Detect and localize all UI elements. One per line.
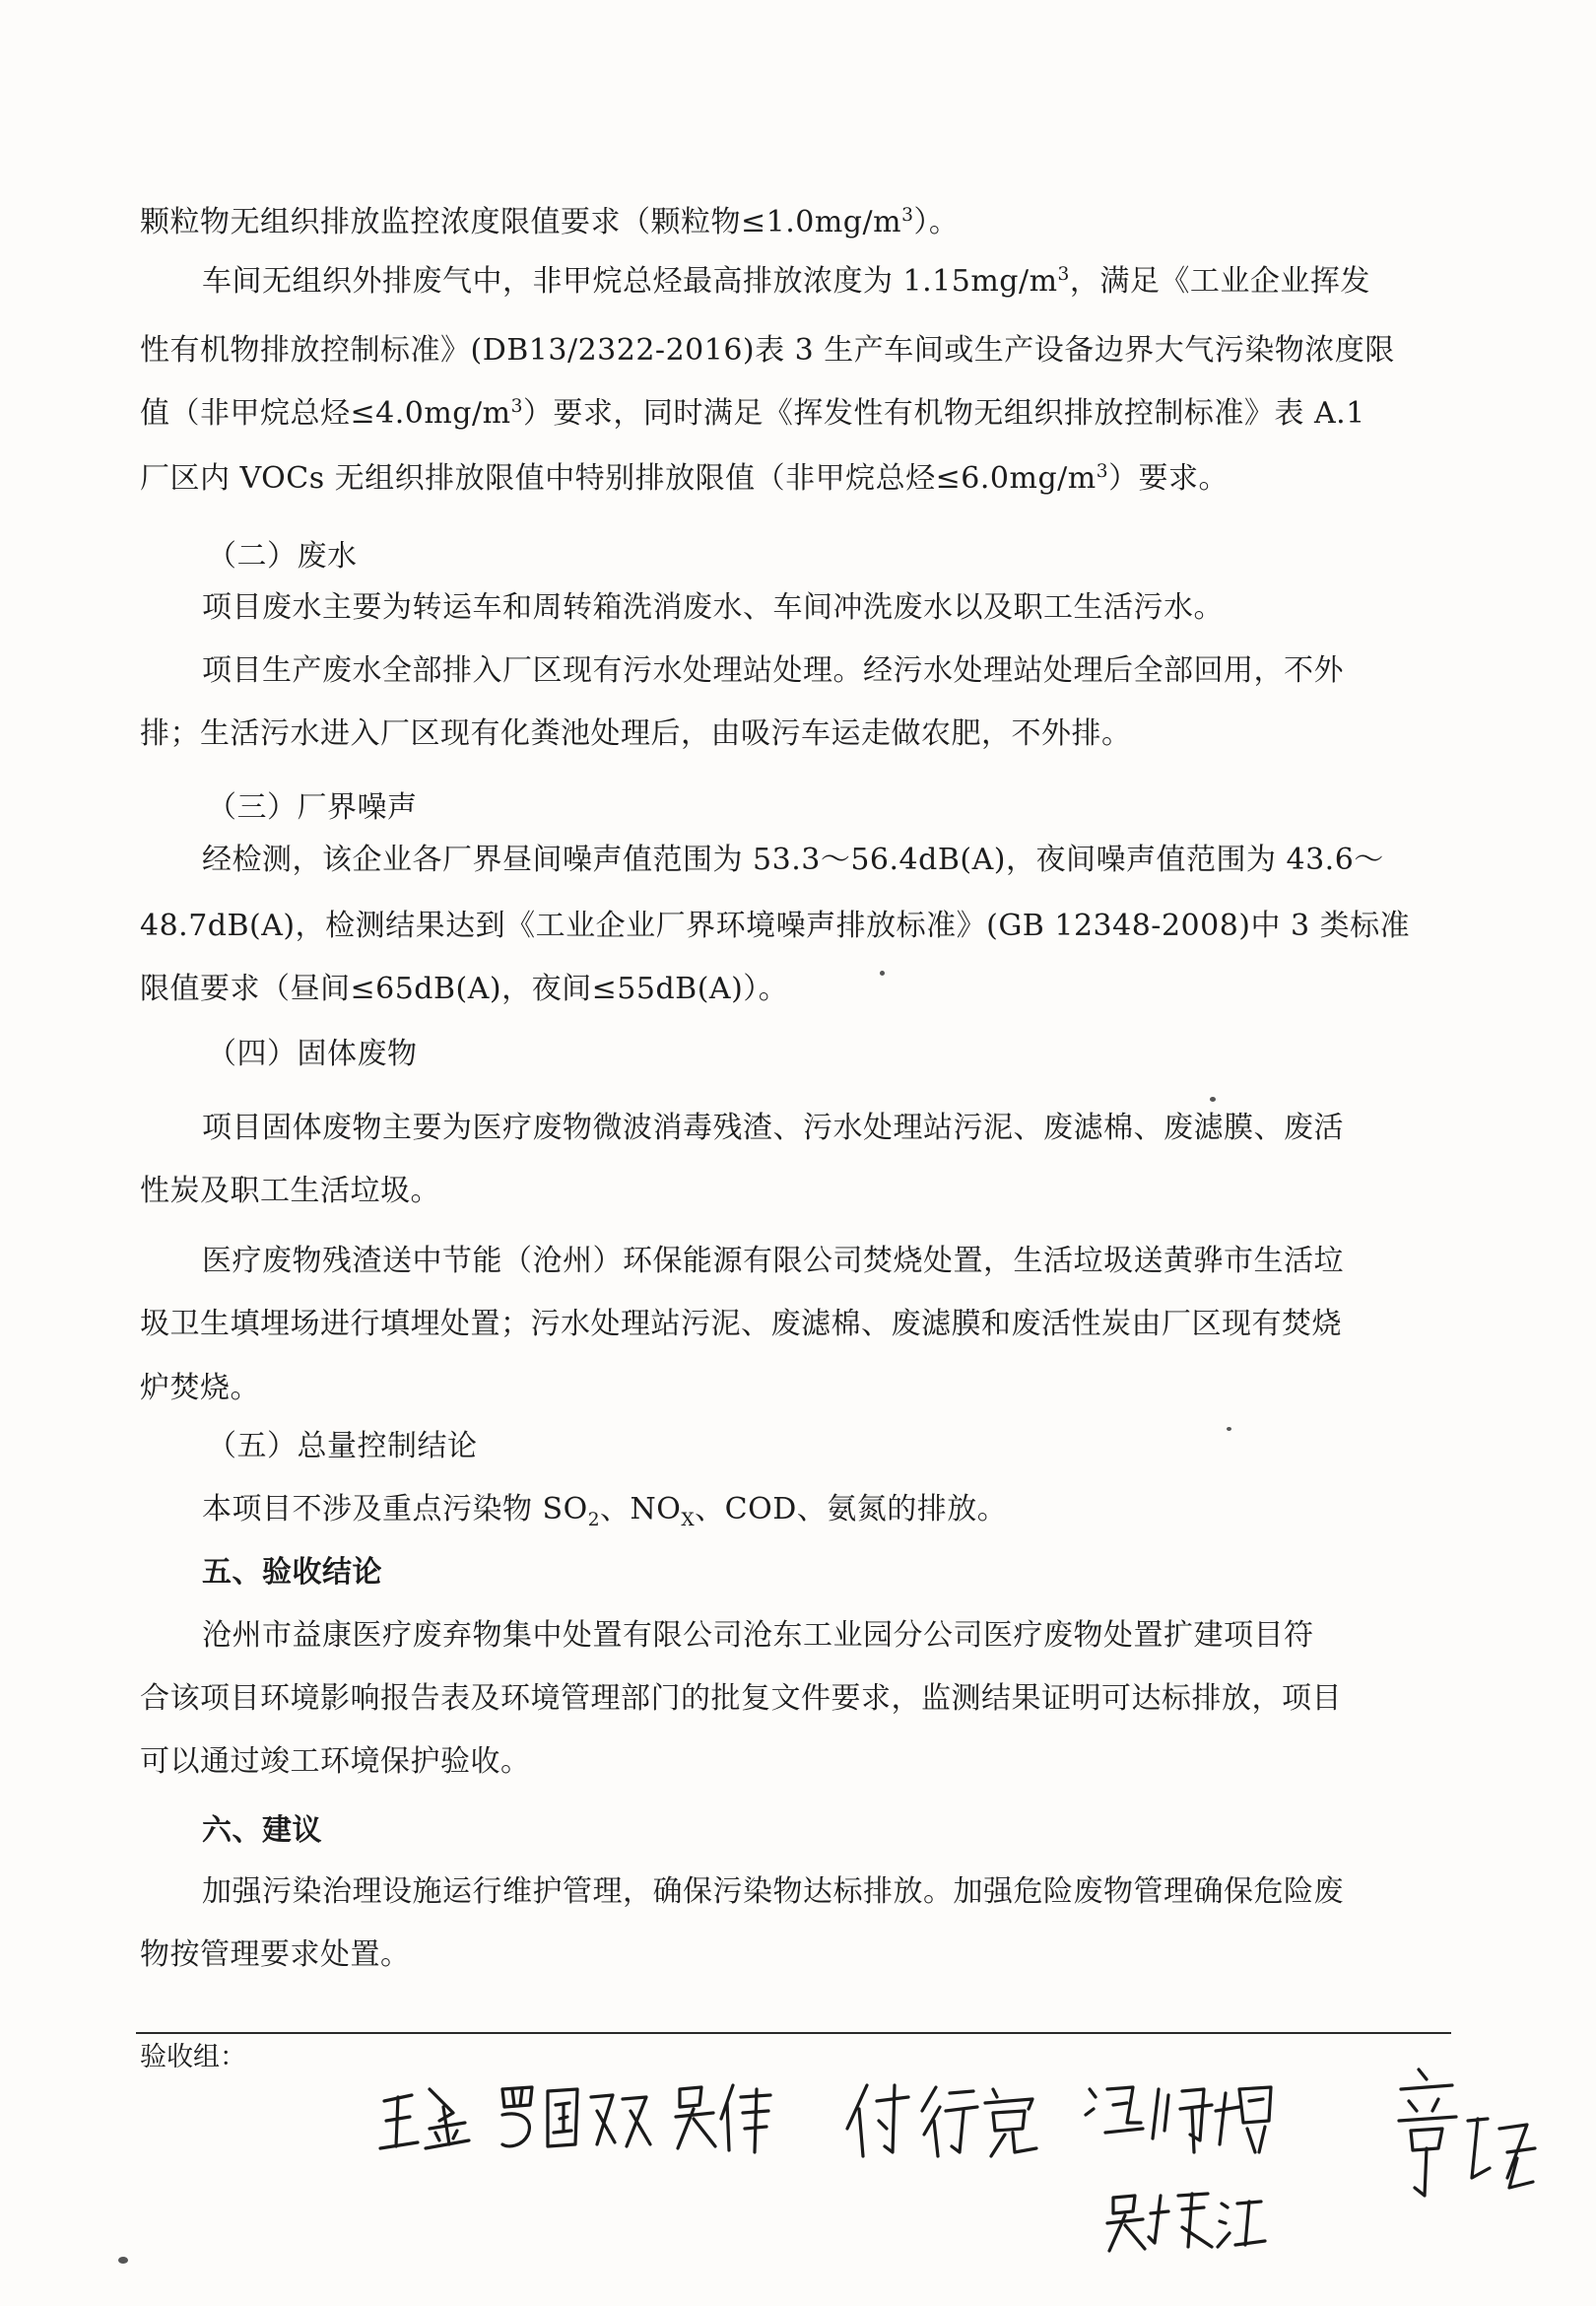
body-line-solid-waste-5 (140, 1369, 1450, 1408)
text-run: ）。 (913, 205, 960, 239)
body-line-solid-waste-4 (140, 1305, 1450, 1344)
text-run: 性炭及职工生活垃圾。 (140, 1174, 440, 1208)
text-run: 项目固体废物主要为医疗废物微波消毒残渣、污水处理站污泥、废滤棉、废滤膜、废活 (202, 1111, 1344, 1145)
text-run: 48.7dB(A)，检测结果达到《工业企业厂界环境噪声排放标准》(GB 12348-2008)中 3 类标准 (140, 909, 1411, 943)
signature-5 (1086, 2087, 1271, 2152)
text-run: 2 (587, 1510, 601, 1530)
text-run: 经检测，该企业各厂界昼间噪声值范围为 53.3～56.4dB(A)，夜间噪声值范围为 43.6～ (202, 843, 1384, 877)
section-heading-suggestions (202, 1811, 1512, 1851)
body-line-conclusion-3 (140, 1742, 1450, 1782)
signature-3 (676, 2085, 770, 2152)
signature-6 (1107, 2194, 1265, 2251)
body-line-vocs-1 (202, 262, 1512, 302)
text-run: 本项目不涉及重点污染物 SO (202, 1492, 588, 1526)
body-line-noise-2 (140, 907, 1450, 946)
text-run: 3 (1057, 264, 1070, 285)
body-line-suggestions-2 (140, 1935, 1450, 1975)
text-run: （四）固体废物 (207, 1037, 418, 1071)
text-run: 合该项目环境影响报告表及环境管理部门的批复文件要求，监测结果证明可达标排放，项目 (140, 1681, 1342, 1716)
body-line-solid-waste-1 (202, 1109, 1512, 1148)
section-heading-noise (207, 788, 1517, 828)
text-run: （三）厂界噪声 (207, 790, 418, 825)
text-run: 3 (510, 396, 523, 417)
text-run: 3 (901, 205, 914, 226)
scan-speck (118, 2257, 128, 2264)
body-line-suggestions-1 (202, 1872, 1512, 1912)
body-line-total-control (202, 1490, 1512, 1529)
scan-speck (880, 971, 885, 976)
text-run: 值（非甲烷总烃≤4.0mg/m (140, 396, 511, 431)
text-run: 沧州市益康医疗废弃物集中处置有限公司沧东工业园分公司医疗废物处置扩建项目符 (202, 1618, 1314, 1653)
body-line-vocs-3 (140, 394, 1450, 434)
body-line-conclusion-1 (202, 1616, 1512, 1656)
text-run: 厂区内 VOCs 无组织排放限值中特别排放限值（非甲烷总烃≤6.0mg/m (140, 461, 1097, 496)
section-heading-conclusion (202, 1553, 1512, 1593)
body-line-vocs-4 (140, 459, 1450, 499)
body-line-noise-3 (140, 970, 1450, 1009)
text-run: 颗粒物无组织排放监控浓度限值要求（颗粒物≤1.0mg/m (140, 205, 902, 239)
text-run: 排；生活污水进入厂区现有化粪池处理后，由吸污车运走做农肥，不外排。 (140, 716, 1132, 751)
text-run: 物按管理要求处置。 (140, 1937, 411, 1972)
text-run: ，满足《工业企业挥发 (1069, 264, 1370, 299)
text-run: 车间无组织外排废气中，非甲烷总烃最高排放浓度为 1.15mg/m (202, 264, 1058, 299)
text-run: 项目生产废水全部排入厂区现有污水处理站处理。经污水处理站处理后全部回用，不外 (202, 653, 1344, 688)
section-heading-total-control (207, 1427, 1517, 1466)
text-run: 限值要求（昼间≤65dB(A)，夜间≤55dB(A)）。 (140, 972, 789, 1006)
text-run: 炉焚烧。 (140, 1371, 260, 1405)
body-line-wastewater-1 (202, 588, 1512, 628)
text-run: 项目废水主要为转运车和周转箱洗消废水、车间冲洗废水以及职工生活污水。 (202, 590, 1224, 625)
text-run: 可以通过竣工环境保护验收。 (140, 1744, 531, 1779)
text-run: 圾卫生填埋场进行填埋处置；污水处理站污泥、废滤棉、废滤膜和废活性炭由厂区现有焚烧 (140, 1307, 1342, 1341)
signature-4 (847, 2085, 1036, 2156)
text-run: ）要求，同时满足《挥发性有机物无组织排放控制标准》表 A.1 (522, 396, 1365, 431)
text-run: X (681, 1510, 696, 1530)
text-run: 医疗废物残渣送中节能（沧州）环保能源有限公司焚烧处置，生活垃圾送黄骅市生活垃 (202, 1244, 1344, 1278)
signature-2 (502, 2087, 650, 2146)
text-run: 3 (1096, 461, 1109, 482)
text-run: ）要求。 (1108, 461, 1230, 496)
text-run: 、COD、氨氮的排放。 (695, 1492, 1008, 1526)
signature-label: 验收组： (140, 2042, 246, 2072)
text-run: 五、验收结论 (202, 1555, 382, 1590)
body-line-noise-1 (202, 841, 1512, 880)
handwritten-signatures (355, 2050, 1586, 2286)
signature-7 (1399, 2069, 1535, 2196)
body-line-solid-waste-3 (202, 1242, 1512, 1281)
text-run: （五）总量控制结论 (207, 1429, 478, 1463)
text-run: 加强污染治理设施运行维护管理，确保污染物达标排放。加强危险废物管理确保危险废 (202, 1874, 1344, 1909)
scan-speck (1210, 1097, 1216, 1102)
body-line-wastewater-3 (140, 714, 1450, 754)
section-heading-solid-waste (207, 1035, 1517, 1074)
divider-rule (136, 2032, 1451, 2034)
text-run: 性有机物排放控制标准》(DB13/2322-2016)表 3 生产车间或生产设备边界大气污染物浓度限 (140, 333, 1395, 368)
body-line-conclusion-2 (140, 1679, 1450, 1719)
text-run: 六、建议 (202, 1813, 322, 1848)
signature-1 (380, 2089, 469, 2148)
section-heading-wastewater (207, 537, 1517, 576)
scan-speck (1227, 1427, 1231, 1431)
body-line-wastewater-2 (202, 651, 1512, 691)
body-line-vocs-2 (140, 331, 1450, 371)
body-line-particulate-limit (140, 203, 1450, 242)
text-run: 、NO (600, 1492, 682, 1526)
text-run: （二）废水 (207, 539, 358, 574)
body-line-solid-waste-2 (140, 1172, 1450, 1211)
